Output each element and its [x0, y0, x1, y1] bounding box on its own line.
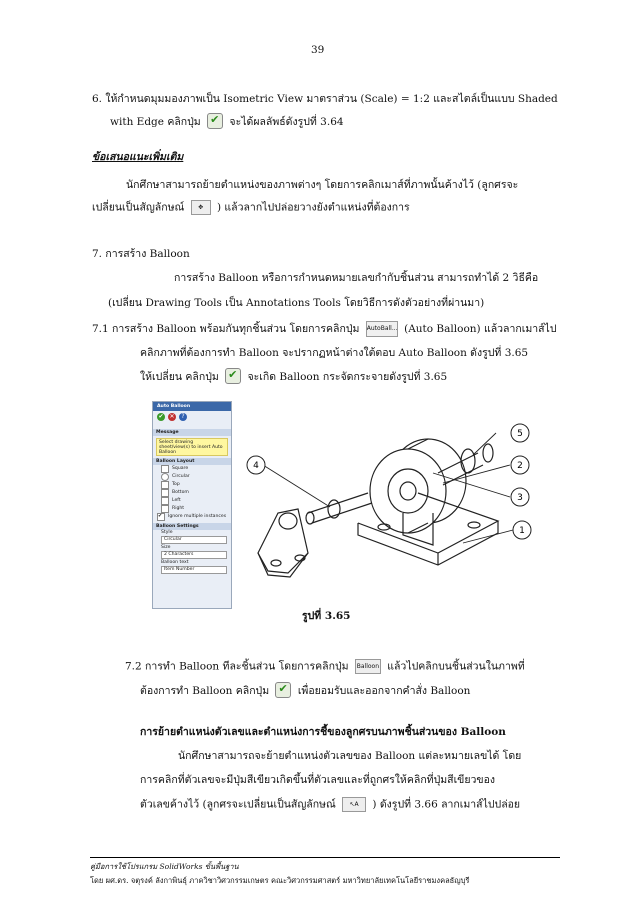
balloon-2: 2	[517, 461, 523, 471]
step7-1-line3-text-b: จะเกิด Balloon กระจัดกระจายดังรูปที่ 3.65	[247, 371, 448, 383]
layout-option-label: Left	[172, 498, 181, 503]
move-heading: การย้ายตำแหน่งตัวเลขและตำแหน่งการชี้ของลูกศรบนภาพชิ้นส่วนของ Balloon	[140, 726, 506, 738]
base-hole-right	[468, 522, 480, 528]
step6-line2	[110, 114, 344, 130]
step7-2-line1-text-b: แล้วไปคลิกบนชิ้นส่วนในภาพที่	[387, 660, 525, 673]
right-layout-icon	[161, 505, 169, 513]
step6-line1: 6. ให้กำหนดมุมมองภาพเป็น Isometric View มาตราส่วน (Scale) = 1:2 และสไตล์เป็นแบบ Shaded	[92, 93, 558, 105]
isometric-assembly-drawing	[238, 403, 548, 593]
top-layout-icon	[161, 481, 169, 489]
leader-4	[263, 465, 330, 507]
layout-option-left[interactable]	[153, 497, 231, 505]
footer-rule	[90, 857, 560, 858]
cancel-icon[interactable]: ✕	[169, 413, 175, 420]
suggestion-heading: ข้อเสนอแนะเพิ่มเติม	[92, 151, 184, 163]
step7-heading: 7. การสร้าง Balloon	[92, 248, 190, 260]
layout-option-label: Square	[172, 466, 189, 471]
layout-option-bottom[interactable]	[153, 489, 231, 497]
left-shaft-end	[306, 512, 314, 524]
ok-icon[interactable]: ✔	[158, 413, 164, 420]
step7-1-line2: คลิกภาพที่ต้องการทำ Balloon จะปรากฏหน้าต่างใต้ตอบ Auto Balloon ดังรูปที่ 3.65	[140, 347, 529, 359]
figure-caption: รูปที่ 3.65	[302, 610, 351, 622]
move-line3-text-b: ) ดังรูปที่ 3.66 ลากเมาส์ไปปล่อย	[372, 798, 521, 811]
step6-line2-text-a: with Edge คลิกปุ่ม	[110, 116, 201, 128]
step7-2-line1	[125, 659, 525, 674]
step6-line2-text-b: จะได้ผลลัพธ์ดังรูปที่ 3.64	[229, 116, 344, 128]
layout-section-label: Balloon Layout	[153, 458, 231, 465]
style-label: Style	[161, 530, 173, 535]
help-icon[interactable]: ?	[179, 413, 187, 421]
style-select[interactable]: Circular	[161, 536, 227, 544]
move-line2: การคลิกที่ตัวเลขจะมีปุ่มสีเขียวเกิดขึ้นที่ตัวเลขและที่ถูกศรให้คลิกที่ปุ่มสีเขียวของ	[140, 774, 496, 786]
layout-option-label: Bottom	[172, 490, 189, 495]
bottom-layout-icon	[161, 489, 169, 497]
checkbox-icon: ✔	[157, 513, 165, 521]
step7-1-line1	[92, 321, 557, 337]
ok-check-icon	[207, 113, 223, 129]
message-section-label: Message	[153, 429, 231, 436]
balloon-button-icon: Balloon	[355, 659, 381, 674]
step7-line1: การสร้าง Balloon หรือการกำหนดหมายเลขกำกับชิ้นส่วน สามารถทำได้ 2 วิธีคือ	[174, 272, 539, 284]
layout-option-circular[interactable]	[153, 473, 231, 481]
page-number: 39	[311, 44, 325, 56]
step7-1-line3-text-a: ให้เปลี่ยน คลิกปุ่ม	[140, 371, 219, 383]
square-layout-icon	[161, 465, 169, 473]
step7-2-line2-text-a: ต้องการทำ Balloon คลิกปุ่ม	[140, 685, 270, 697]
leader-1	[463, 530, 513, 543]
step7-line2: (เปลี่ยน Drawing Tools เป็น Annotations Tools โดยวิธีการดังตัวอย่างที่ผ่านมา)	[108, 297, 485, 309]
layout-option-square[interactable]	[153, 465, 231, 473]
auto-balloon-button-icon: AutoBall...	[366, 321, 398, 337]
balloon-5: 5	[517, 429, 523, 439]
panel-toolbar	[153, 411, 231, 427]
circular-layout-icon	[161, 473, 169, 481]
settings-section-label: Balloon Settings	[153, 523, 231, 530]
ignore-multiple-checkbox[interactable]	[153, 513, 231, 521]
step7-1-line1-text-a: 7.1 การสร้าง Balloon พร้อมกันทุกชิ้นส่วน โดยการคลิกปุ่ม	[92, 323, 360, 335]
message-text: Select drawing sheet/view(s) to insert Auto Balloon	[156, 438, 228, 456]
move-cursor-icon: ✥	[191, 200, 211, 215]
move-line3-text-a: ตัวเลขค้างไว้ (ลูกศรจะเปลี่ยนเป็นสัญลักษณ์	[140, 798, 336, 811]
layout-option-label: Circular	[172, 474, 190, 479]
move-text-cursor-icon: ↖A	[342, 797, 366, 812]
balloon-1: 1	[519, 526, 525, 536]
step7-2-line2	[140, 683, 470, 699]
size-select[interactable]: 2 Characters	[161, 551, 227, 559]
layout-option-label: Top	[172, 482, 180, 487]
assembly-parts	[258, 439, 498, 577]
step7-2-line1-text-a: 7.2 การทำ Balloon ทีละชิ้นส่วน โดยการคลิกปุ่ม	[125, 660, 349, 673]
footer-title: คู่มือการใช้โปรแกรม SolidWorks ขั้นพื้นฐาน	[90, 862, 239, 871]
right-shaft-end	[483, 444, 493, 462]
panel-title: Auto Balloon	[153, 402, 231, 411]
layout-option-top[interactable]	[153, 481, 231, 489]
move-line3	[140, 797, 520, 812]
balloon-4: 4	[253, 461, 259, 471]
ignore-multiple-label: Ignore multiple instances	[168, 514, 227, 519]
left-layout-icon	[161, 497, 169, 505]
suggestion-line2	[92, 200, 410, 215]
roller-front-face	[370, 449, 446, 533]
layout-option-right[interactable]	[153, 505, 231, 513]
balloon-3: 3	[517, 493, 523, 503]
step7-1-line3	[140, 369, 447, 385]
step7-2-line2-text-b: เพื่อยอมรับและออกจากคำสั่ง Balloon	[297, 685, 471, 697]
suggestion-line2-text-a: เปลี่ยนเป็นสัญลักษณ์	[92, 201, 185, 214]
auto-balloon-panel	[152, 401, 232, 609]
layout-option-label: Right	[172, 506, 185, 511]
ok-check-icon	[275, 682, 291, 698]
balloon-text-label: Balloon text	[161, 560, 189, 565]
step7-1-line1-text-b: (Auto Balloon) แล้วลากเมาส์ไป	[404, 323, 557, 335]
ok-check-icon	[225, 368, 241, 384]
footer-author: โดย ผศ.ดร. จตุรงค์ ลังกาพินธุ์ ภาควิชาวิศวกรรมเกษตร คณะวิศวกรรมศาสตร์ มหาวิทยาลัยเทคโนโลยีราชมงคลธัญบุรี	[90, 876, 470, 885]
move-line1: นักศึกษาสามารถจะย้ายตำแหน่งตัวเลขของ Balloon แต่ละหมายเลขได้ โดย	[178, 750, 522, 762]
balloon-text-select[interactable]: Item Number	[161, 566, 227, 574]
suggestion-line1: นักศึกษาสามารถย้ายตำแหน่งของภาพต่างๆ โดยการคลิกเมาส์ที่ภาพนั้นค้างไว้ (ลูกศรจะ	[126, 179, 519, 191]
size-label: Size	[161, 545, 171, 550]
suggestion-line2-text-b: ) แล้วลากไปปล่อยวางยังตำแหน่งที่ต้องการ	[216, 201, 410, 214]
